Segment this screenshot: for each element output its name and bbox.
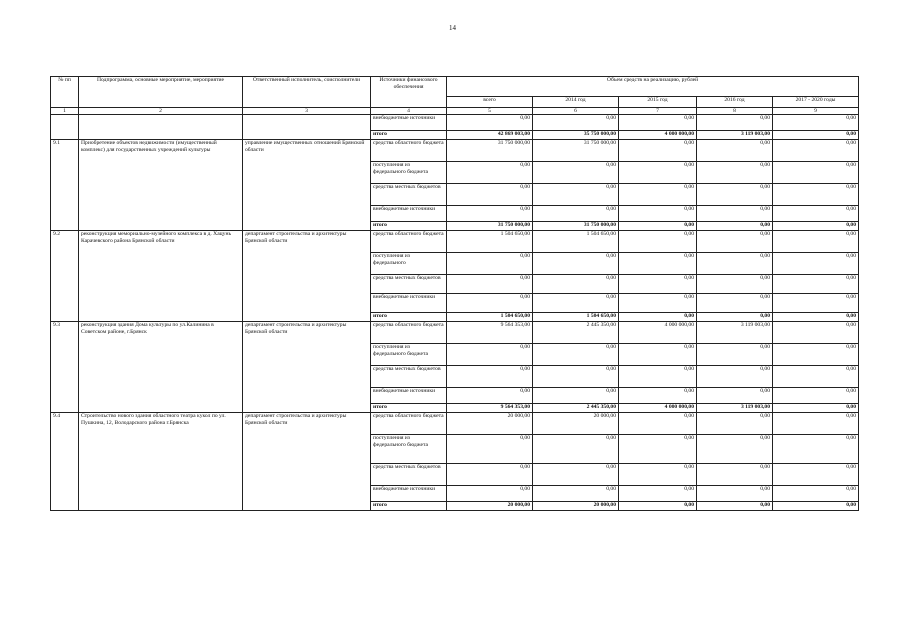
executor-cell: департамент строительства и архитектуры Брянской области [243, 322, 371, 413]
value-cell: 0,00 [773, 294, 859, 313]
source-cell: средства областного бюджета [371, 140, 447, 162]
column-index: 6 [533, 108, 619, 115]
value-cell: 0,00 [447, 162, 533, 184]
value-cell: 0,00 [447, 275, 533, 294]
value-cell: 0,00 [697, 222, 773, 231]
value-cell: 0,00 [773, 322, 859, 344]
program-cell: реконструкция здания Дома культуры по ул.Калинина в Советском районе, г.Брянск [79, 322, 243, 413]
value-cell: 0,00 [533, 344, 619, 366]
value-cell: 31 750 000,00 [533, 140, 619, 162]
table-row [51, 231, 859, 253]
value-cell: 0,00 [773, 464, 859, 486]
value-cell: 0,00 [533, 388, 619, 404]
source-cell: итого [371, 404, 447, 413]
executor-cell [243, 115, 371, 140]
value-cell: 0,00 [697, 275, 773, 294]
value-cell: 0,00 [697, 115, 773, 131]
source-cell: поступления из федерального бюджета [371, 162, 447, 184]
value-cell: 0,00 [447, 294, 533, 313]
value-cell: 0,00 [773, 275, 859, 294]
executor-cell: департамент строительства и архитектуры Брянской области [243, 413, 371, 511]
value-cell: 0,00 [697, 464, 773, 486]
row-number-cell [51, 115, 79, 140]
value-cell: 3 119 003,00 [697, 131, 773, 140]
header-year-total: всего [447, 97, 533, 108]
value-cell: 0,00 [773, 404, 859, 413]
source-cell: средства областного бюджета [371, 413, 447, 435]
value-cell: 2 445 350,00 [533, 404, 619, 413]
value-cell: 0,00 [773, 435, 859, 464]
source-cell: внебюджетные источники [371, 486, 447, 502]
value-cell: 0,00 [533, 464, 619, 486]
value-cell: 0,00 [773, 184, 859, 206]
source-cell: итого [371, 313, 447, 322]
value-cell: 0,00 [619, 486, 697, 502]
table-row [51, 115, 859, 131]
value-cell: 0,00 [697, 206, 773, 222]
value-cell: 31 750 000,00 [533, 222, 619, 231]
value-cell: 4 000 000,00 [619, 404, 697, 413]
value-cell: 3 119 003,00 [697, 404, 773, 413]
value-cell: 0,00 [697, 435, 773, 464]
source-cell: итого [371, 222, 447, 231]
value-cell: 0,00 [773, 131, 859, 140]
value-cell: 0,00 [447, 184, 533, 206]
table-body [51, 115, 859, 511]
header-program: Подпрограмма, основные мероприятие, мероприятие [79, 77, 243, 108]
value-cell: 0,00 [697, 413, 773, 435]
value-cell: 0,00 [697, 294, 773, 313]
value-cell: 0,00 [619, 294, 697, 313]
value-cell: 0,00 [773, 413, 859, 435]
header-sources: Источники финансового обеспечения [371, 77, 447, 108]
source-cell: внебюджетные источники [371, 294, 447, 313]
value-cell: 1 504 650,00 [447, 313, 533, 322]
value-cell: 0,00 [619, 435, 697, 464]
header-year-2014: 2014 год [533, 97, 619, 108]
value-cell: 0,00 [773, 313, 859, 322]
value-cell: 0,00 [533, 486, 619, 502]
value-cell: 0,00 [697, 486, 773, 502]
value-cell: 0,00 [697, 313, 773, 322]
row-number-cell: 9.3 [51, 322, 79, 413]
value-cell: 20 000,00 [533, 502, 619, 511]
column-index: 9 [773, 108, 859, 115]
value-cell: 0,00 [773, 162, 859, 184]
source-cell: средства местных бюджетов [371, 184, 447, 206]
page-number: 14 [449, 24, 456, 32]
source-cell: средства местных бюджетов [371, 366, 447, 388]
value-cell: 35 750 000,00 [533, 131, 619, 140]
value-cell: 1 504 650,00 [533, 231, 619, 253]
value-cell: 0,00 [619, 231, 697, 253]
source-cell: средства областного бюджета [371, 231, 447, 253]
value-cell: 0,00 [447, 435, 533, 464]
column-index: 7 [619, 108, 697, 115]
column-index: 1 [51, 108, 79, 115]
source-cell: средства местных бюджетов [371, 275, 447, 294]
value-cell: 0,00 [447, 344, 533, 366]
value-cell: 0,00 [533, 435, 619, 464]
value-cell: 0,00 [773, 140, 859, 162]
value-cell: 1 504 650,00 [447, 231, 533, 253]
value-cell: 0,00 [533, 184, 619, 206]
executor-cell: управление имущественных отношений Брянской области [243, 140, 371, 231]
table-row [51, 322, 859, 344]
source-cell: средства местных бюджетов [371, 464, 447, 486]
row-number-cell: 9.1 [51, 140, 79, 231]
value-cell: 0,00 [619, 206, 697, 222]
header-year-2015: 2015 год [619, 97, 697, 108]
column-index: 8 [697, 108, 773, 115]
value-cell: 0,00 [447, 253, 533, 275]
value-cell: 0,00 [619, 115, 697, 131]
value-cell: 0,00 [447, 366, 533, 388]
value-cell: 0,00 [619, 464, 697, 486]
value-cell: 0,00 [533, 294, 619, 313]
value-cell: 3 119 003,00 [697, 322, 773, 344]
value-cell: 0,00 [533, 206, 619, 222]
source-cell: поступления из федерального бюджета [371, 435, 447, 464]
source-cell: итого [371, 131, 447, 140]
value-cell: 0,00 [447, 388, 533, 404]
value-cell: 0,00 [697, 502, 773, 511]
column-index: 3 [243, 108, 371, 115]
value-cell: 0,00 [533, 115, 619, 131]
value-cell: 0,00 [773, 388, 859, 404]
value-cell: 0,00 [697, 366, 773, 388]
value-cell: 0,00 [773, 222, 859, 231]
value-cell: 31 750 000,00 [447, 222, 533, 231]
value-cell: 0,00 [697, 344, 773, 366]
value-cell: 0,00 [619, 366, 697, 388]
row-number-cell: 9.4 [51, 413, 79, 511]
value-cell: 0,00 [773, 344, 859, 366]
source-cell: внебюджетные источники [371, 206, 447, 222]
table-row [51, 413, 859, 435]
value-cell: 0,00 [619, 184, 697, 206]
value-cell: 0,00 [697, 231, 773, 253]
header-year-2016: 2016 год [697, 97, 773, 108]
value-cell: 0,00 [447, 486, 533, 502]
program-cell: реконструкция мемориально-музейного комплекса в д. Хацунь Карачевского района Брянской области [79, 231, 243, 322]
value-cell: 0,00 [447, 206, 533, 222]
row-number-cell: 9.2 [51, 231, 79, 322]
value-cell: 0,00 [773, 253, 859, 275]
value-cell: 0,00 [619, 313, 697, 322]
column-index: 5 [447, 108, 533, 115]
value-cell: 2 445 350,00 [533, 322, 619, 344]
value-cell: 0,00 [447, 464, 533, 486]
source-cell: итого [371, 502, 447, 511]
value-cell: 0,00 [533, 366, 619, 388]
value-cell: 0,00 [619, 502, 697, 511]
value-cell: 0,00 [773, 115, 859, 131]
value-cell: 0,00 [773, 206, 859, 222]
funding-table [50, 76, 859, 511]
source-cell: поступления из федерального бюджета [371, 344, 447, 366]
header-volume: Объем средств на реализацию, рублей [447, 77, 859, 97]
source-cell: внебюджетные источники [371, 388, 447, 404]
source-cell: внебюджетные источники [371, 115, 447, 131]
program-cell: Строительство нового здания областного театра кукол по ул. Пушкина, 12, Володарского района г.Брянска [79, 413, 243, 511]
value-cell: 42 869 003,00 [447, 131, 533, 140]
program-cell [79, 115, 243, 140]
value-cell: 0,00 [697, 184, 773, 206]
value-cell: 0,00 [447, 115, 533, 131]
column-index: 2 [79, 108, 243, 115]
value-cell: 0,00 [619, 413, 697, 435]
value-cell: 20 000,00 [447, 413, 533, 435]
value-cell: 0,00 [533, 275, 619, 294]
value-cell: 0,00 [619, 344, 697, 366]
value-cell: 0,00 [697, 162, 773, 184]
value-cell: 0,00 [619, 275, 697, 294]
value-cell: 1 504 650,00 [533, 313, 619, 322]
program-cell: Приобретение объектов недвижимости (имущественный комплекс) для государственных учреждений культуры [79, 140, 243, 231]
value-cell: 0,00 [697, 140, 773, 162]
value-cell: 9 564 353,00 [447, 322, 533, 344]
header-executor: Ответственный исполнитель, соисполнители [243, 77, 371, 108]
value-cell: 0,00 [773, 366, 859, 388]
value-cell: 0,00 [619, 162, 697, 184]
source-cell: средства областного бюджета [371, 322, 447, 344]
value-cell: 0,00 [773, 502, 859, 511]
column-index: 4 [371, 108, 447, 115]
column-index-row [51, 108, 859, 115]
table-row [51, 140, 859, 162]
value-cell: 20 000,00 [447, 502, 533, 511]
header-year-2017-2020: 2017 - 2020 годы [773, 97, 859, 108]
value-cell: 9 564 353,00 [447, 404, 533, 413]
value-cell: 4 000 000,00 [619, 322, 697, 344]
value-cell: 20 000,00 [533, 413, 619, 435]
value-cell: 0,00 [619, 388, 697, 404]
value-cell: 0,00 [773, 486, 859, 502]
header-number: № пп [51, 77, 79, 108]
value-cell: 0,00 [533, 162, 619, 184]
value-cell: 0,00 [773, 231, 859, 253]
executor-cell: департамент строительства и архитектуры Брянской области [243, 231, 371, 322]
value-cell: 0,00 [619, 253, 697, 275]
source-cell: поступления из федерального [371, 253, 447, 275]
value-cell: 0,00 [619, 140, 697, 162]
value-cell: 0,00 [697, 388, 773, 404]
value-cell: 0,00 [697, 253, 773, 275]
value-cell: 4 000 000,00 [619, 131, 697, 140]
value-cell: 0,00 [533, 253, 619, 275]
value-cell: 31 750 000,00 [447, 140, 533, 162]
value-cell: 0,00 [619, 222, 697, 231]
